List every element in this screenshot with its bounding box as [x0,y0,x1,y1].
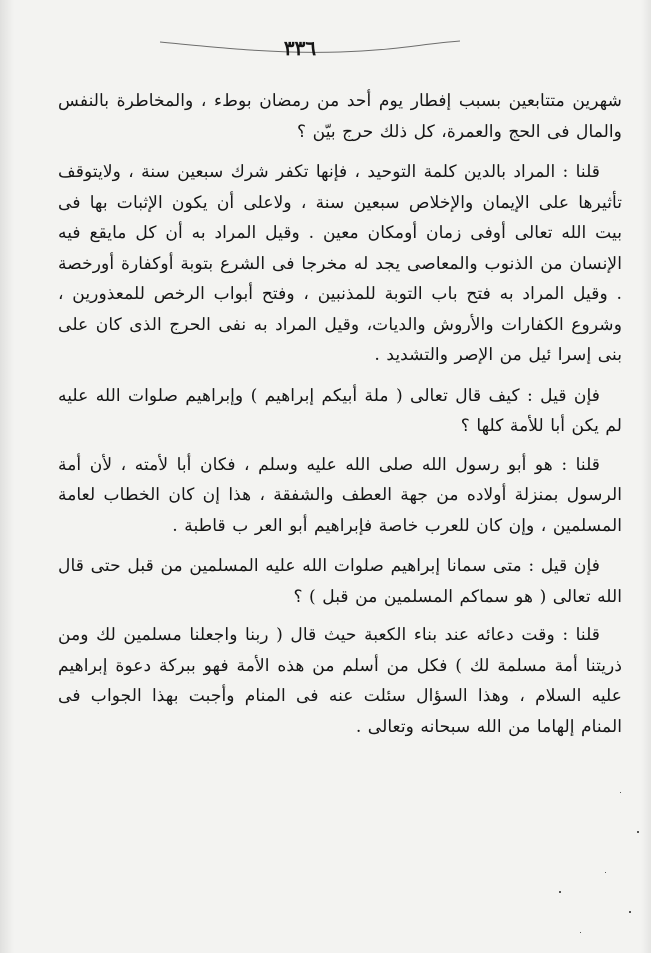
page-number: ٣٣٦ [283,36,317,60]
body-text [58,86,622,742]
scan-shadow-left [0,0,14,953]
paragraph-2: قلنا : المراد بالدين كلمة التوحيد ، فإنها تكفر شرك سبعين سنة ، ولايتوقف تأثيرها على الإيمان والإخلاص سبعين سنة ، ولاعلى أن يكون الإثبات بها فى بيت الله تعالى أوفى زمان أومكان معين . وقيل المراد به أن كل مايقع فيه الإنسان من الذنوب والمعاصى يجد له مخرجا فى الشرع بتوبة أوكفارة أورخصة . وقيل المراد به فتح باب التوبة للمذنبين ، وفتح أبواب الرخص للمعذورين ، وشروع الكفارات والأروش والديات، وقيل المراد به نفى الحرج الذى كان على بنى إسرا ئيل من الإصر والتشديد . [58,162,622,365]
paragraph-6: قلنا : وقت دعائه عند بناء الكعبة حيث قال ( ربنا واجعلنا مسلمين لك ومن ذريتنا أمة مسلمة لك ) فكل من أسلم من هذه الأمة فهو ببركة دعوة إبراهيم عليه السلام ، وهذا السؤال سئلت عنه فى المنام وأجبت بهذا الجواب فى المنام إلهاما من الله سبحانه وتعالى . [58,625,622,737]
scan-noise [481,693,651,953]
paragraph-3: فإن قيل : كيف قال تعالى ( ملة أبيكم إبراهيم ) وإبراهيم صلوات الله عليه لم يكن أبا للأمة كلها ؟ [58,385,622,436]
paragraph-5: فإن قيل : متى سمانا إبراهيم صلوات الله عليه المسلمين من قبل حتى قال الله تعالى ( هو سماكم المسلمين من قبل ) ؟ [58,556,622,607]
paragraph-4: قلنا : هو أبو رسول الله صلى الله عليه وسلم ، فكان أبا لأمته ، لأن أمة الرسول بمنزلة أولاده من جهة العطف والشفقة ، هذا إن كان الخطاب لعامة المسلمين ، وإن كان للعرب خاصة فإبراهيم أبو العر ب قاطبة . [58,454,622,536]
paragraph-1: شهرين متتابعين بسبب إفطار يوم أحد من رمضان بوطء ، والمخاطرة بالنفس والمال فى الحج والعمرة، كل ذلك حرج بيّن ؟ [58,91,622,142]
